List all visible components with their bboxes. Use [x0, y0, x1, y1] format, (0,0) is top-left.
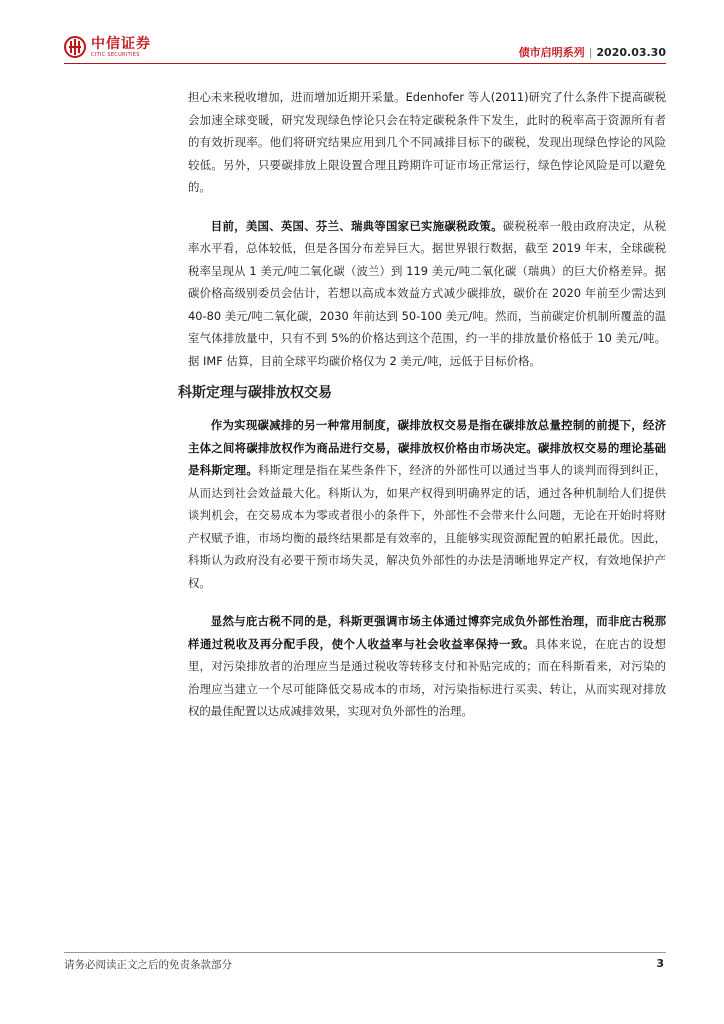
paragraph-body: 科斯定理是指在某些条件下，经济的外部性可以通过当事人的谈判而得到纠正，从而达到社会效益最大化。科斯认为，如果产权得到明确界定的话，通过各种机制给人们提供谈判机会，在交易成本为零或者很小的条件下，外部性不会带来什么问题，无论在开始时将财产权赋予谁，市场均衡的最终结果都是有效率的，且能够实现资源配置的帕累托最优。因此，科斯认为政府没有必要干预市场失灵，解决负外部性的办法是清晰地界定产权，有效地保护产权。 — [188, 463, 666, 590]
paragraph-carbon-tax — [188, 215, 666, 373]
paragraph-lead: 作为实现碳减排的另一种常用制度，碳排放权交易是指在碳排放总量控制的前提下，经济主体之间将碳排放权作为商品进行交易，碳排放权价格由市场决定。碳排放权交易的理论基础是科斯定理。 — [188, 418, 666, 477]
logo-company-name: 中信证券 — [91, 35, 151, 52]
paragraph-body: 碳税税率一般由政府决定，从税率水平看，总体较低，但是各国分布差异巨大。据世界银行数据，截至 2019 年末，全球碳税税率呈现从 1 美元/吨二氧化碳（波兰）到 119 美元/吨二氧化碳（瑞典）的巨大价格差异。据碳价格高级别委员会估计，若想以高成本效益方式减少碳排放，碳价在 2020 年前至少需达到 40-80 美元/吨二氧化碳，2030 年前达到 50-100 美元/吨。然而，当前碳定价机制所覆盖的温室气体排放量中，只有不到 5%的价格达到这个范围，约一半的排放量价格低于 10 美元/吨。据 IMF 估算，目前全球平均碳价格仅为 2 美元/吨，远低于目标价格。 — [188, 218, 666, 368]
page-number: 3 — [656, 957, 664, 970]
header-divider — [64, 63, 666, 64]
disclaimer-note: 请务必阅读正文之后的免责条款部分 — [64, 959, 232, 971]
report-body — [178, 86, 666, 723]
citic-logo — [64, 36, 151, 58]
report-series: 债市启明系列 — [518, 46, 585, 59]
header-separator: | — [588, 46, 593, 59]
report-date: 2020.03.30 — [596, 46, 666, 59]
section-heading: 科斯定理与碳排放权交易 — [178, 385, 332, 401]
footer-divider — [64, 952, 666, 953]
paragraph-green-paradox: 担心未来税收增加，进而增加近期开采量。Edenhofer 等人(2011)研究了什么条件下提高碳税会加速全球变暖，研究发现绿色悖论只会在特定碳税条件下发生，此时的税率高于资源所有者的有效折现率。他们将研究结果应用到几个不同减排目标下的碳税，发现出现绿色悖论的风险较低。另外，只要碳排放上限设置合理且跨期许可证市场正常运行，绿色悖论风险是可以避免的。 — [188, 90, 666, 194]
paragraph-body: 具体来说，在庇古的设想里，对污染排放者的治理应当是通过税收等转移支付和补贴完成的；而在科斯看来，对污染的治理应当建立一个尽可能降低交易成本的市场，对污染指标进行买卖、转让，从而实现对排放权的最佳配置以达成减排效果，实现对负外部性的治理。 — [188, 636, 666, 718]
paragraph-coase-vs-pigou — [188, 610, 666, 723]
paragraph-emission-trading — [188, 414, 666, 594]
citic-logo-icon — [64, 36, 86, 58]
paragraph-lead: 目前，美国、英国、芬兰、瑞典等国家已实施碳税政策。 — [210, 218, 503, 233]
logo-company-name-en: CITIC SECURITIES — [91, 51, 140, 58]
header-info — [519, 46, 666, 60]
paragraph-lead: 显然与庇古税不同的是，科斯更强调市场主体通过博弈完成负外部性治理，而非庇古税那样通过税收及再分配手段，使个人收益率与社会收益率保持一致。 — [188, 614, 666, 651]
